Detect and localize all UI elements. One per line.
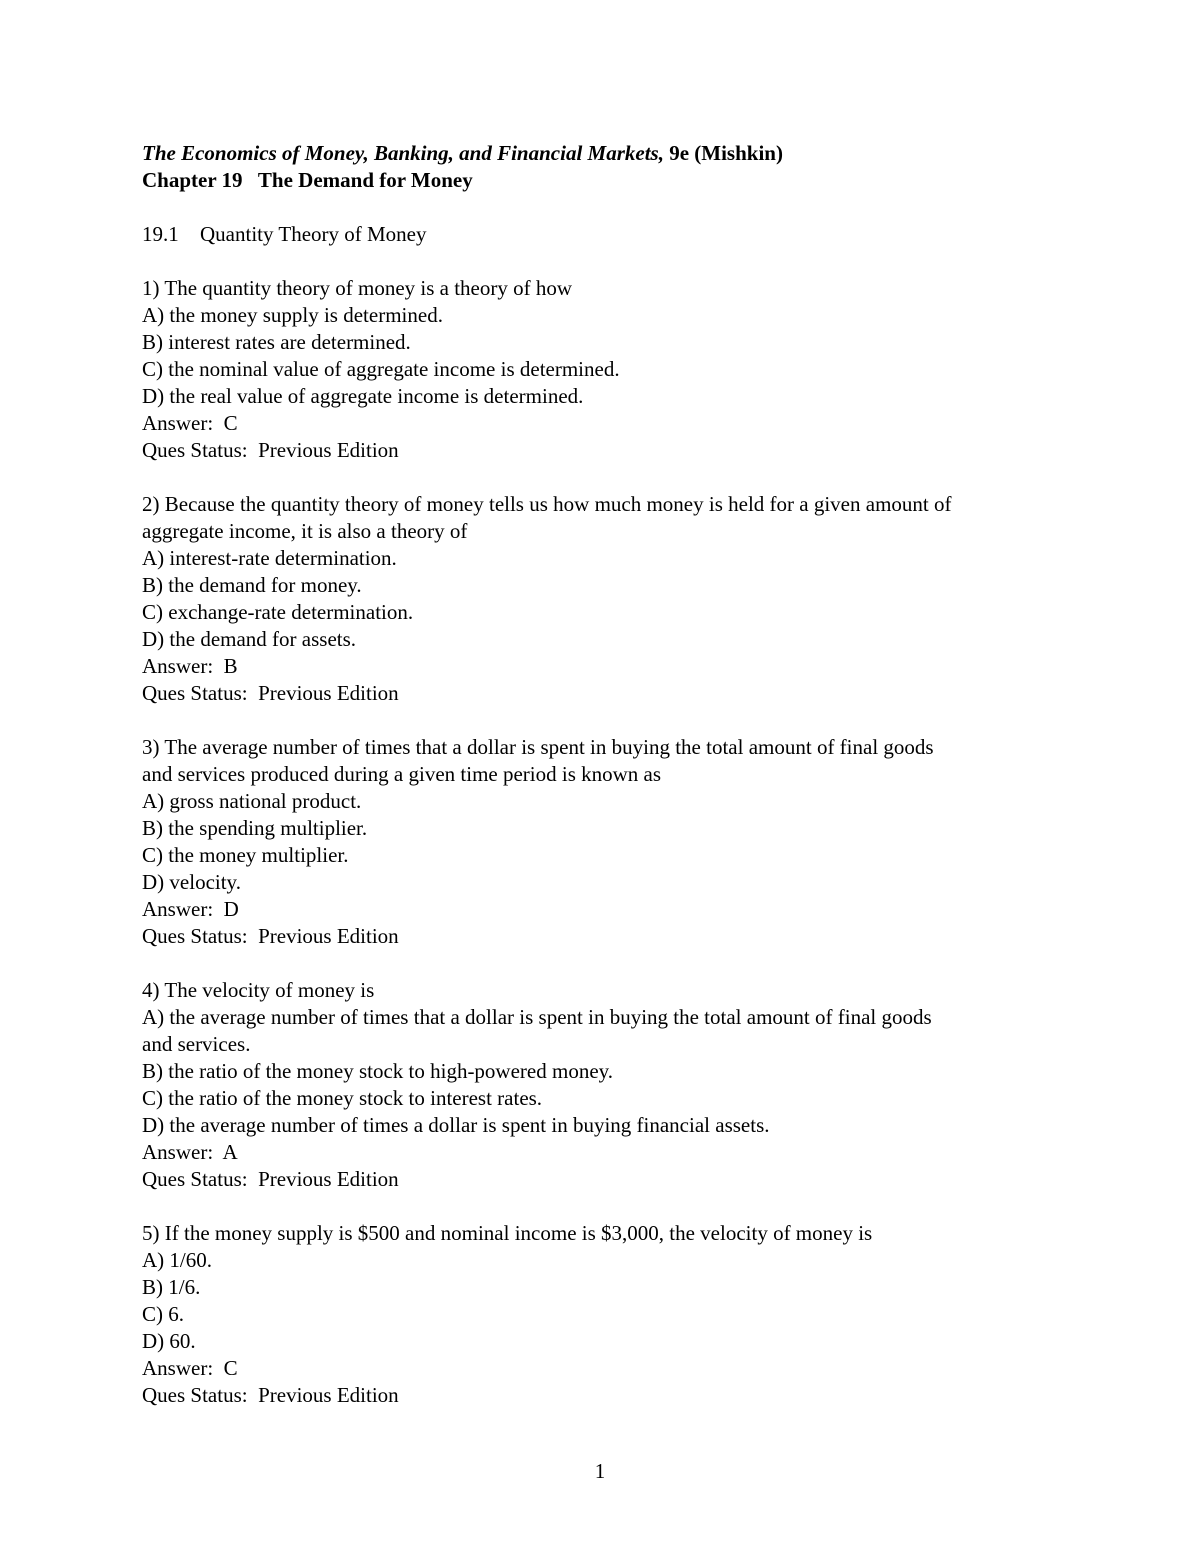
answer-option: B) the demand for money.	[142, 573, 362, 597]
answer-option: D) the real value of aggregate income is determined.	[142, 384, 584, 408]
question-stem: 2) Because the quantity theory of money tells us how much money is held for a given amount of	[142, 492, 952, 516]
answer-option: B) 1/6.	[142, 1275, 201, 1299]
answer-option: A) the money supply is determined.	[142, 303, 443, 327]
book-title-line	[142, 140, 1102, 167]
book-title: The Economics of Money, Banking, and Financial Markets,	[142, 141, 664, 165]
question-status: Ques Status: Previous Edition	[142, 1167, 399, 1191]
question-item	[142, 1220, 1102, 1409]
question-stem: and services produced during a given time period is known as	[142, 762, 662, 786]
answer-key: Answer: B	[142, 654, 238, 678]
question-status: Ques Status: Previous Edition	[142, 1383, 399, 1407]
answer-option: B) the spending multiplier.	[142, 816, 368, 840]
section-heading	[142, 221, 1102, 248]
question-stem: 3) The average number of times that a dollar is spent in buying the total amount of final goods	[142, 735, 934, 759]
answer-option: C) the money multiplier.	[142, 843, 349, 867]
question-item	[142, 977, 1102, 1193]
answer-option: A) interest-rate determination.	[142, 546, 397, 570]
question-list	[142, 275, 1102, 1409]
answer-option: C) the nominal value of aggregate income is determined.	[142, 357, 620, 381]
answer-key: Answer: C	[142, 1356, 238, 1380]
question-status: Ques Status: Previous Edition	[142, 681, 399, 705]
answer-option: B) interest rates are determined.	[142, 330, 411, 354]
answer-option: C) 6.	[142, 1302, 184, 1326]
answer-option: D) the average number of times a dollar is spent in buying financial assets.	[142, 1113, 770, 1137]
answer-key: Answer: C	[142, 411, 238, 435]
question-stem: aggregate income, it is also a theory of	[142, 519, 468, 543]
answer-option: A) gross national product.	[142, 789, 362, 813]
answer-key: Answer: D	[142, 897, 239, 921]
question-status: Ques Status: Previous Edition	[142, 438, 399, 462]
answer-option: C) the ratio of the money stock to interest rates.	[142, 1086, 543, 1110]
question-stem: 1) The quantity theory of money is a theory of how	[142, 276, 573, 300]
chapter-heading: Chapter 19 The Demand for Money	[142, 168, 473, 192]
answer-option: C) exchange-rate determination.	[142, 600, 414, 624]
page-number: 1	[594, 1459, 606, 1483]
answer-option: D) the demand for assets.	[142, 627, 357, 651]
answer-option: A) the average number of times that a dollar is spent in buying the total amount of final goods	[142, 1005, 932, 1029]
answer-option: A) 1/60.	[142, 1248, 212, 1272]
answer-option: D) velocity.	[142, 870, 241, 894]
question-status: Ques Status: Previous Edition	[142, 924, 399, 948]
question-stem: 5) If the money supply is $500 and nominal income is $3,000, the velocity of money is	[142, 1221, 873, 1245]
answer-option: D) 60.	[142, 1329, 196, 1353]
document-page	[142, 140, 1102, 1409]
question-item	[142, 734, 1102, 950]
answer-key: Answer: A	[142, 1140, 238, 1164]
question-item	[142, 491, 1102, 707]
question-item	[142, 275, 1102, 464]
answer-option: and services.	[142, 1032, 251, 1056]
answer-option: B) the ratio of the money stock to high-powered money.	[142, 1059, 614, 1083]
edition-author: 9e (Mishkin)	[663, 141, 783, 165]
section-number: 19.1	[142, 222, 179, 246]
section-title: Quantity Theory of Money	[200, 222, 427, 246]
question-stem: 4) The velocity of money is	[142, 978, 375, 1002]
